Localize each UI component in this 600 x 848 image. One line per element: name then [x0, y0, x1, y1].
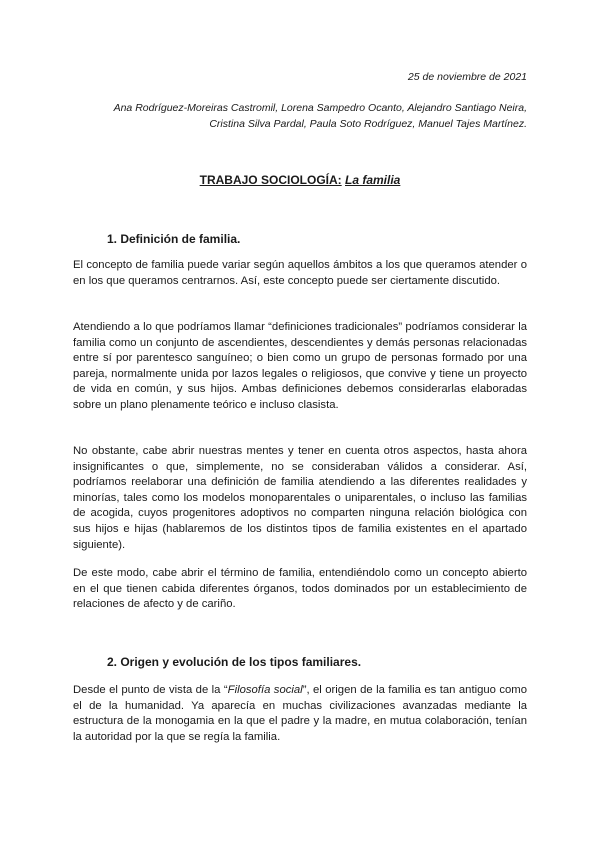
document-title: [0, 173, 600, 187]
section-1-paragraph-1: El concepto de familia puede variar según aquellos ámbitos a los que queramos atender o en los que queramos centrarnos. Así, este concepto puede ser ciertamente discutido.: [73, 259, 527, 287]
section-2-heading: 2. Origen y evolución de los tipos familiares.: [107, 655, 362, 669]
section-1-paragraph-4: De este modo, cabe abrir el término de familia, entendiéndolo como un concepto abierto en el que tienen cabida diferentes órganos, todos dominados por un establecimiento de relaciones de afecto y de cariño.: [73, 567, 527, 611]
section-2-p1-after: ”, el origen de la familia es tan antiguo como el de la humanidad. Ya aparecía en muchas civilizaciones avanzadas mediante la estructura de la monogamia en la que el padre y la madre, en mutua colaboración, tenían la autoridad por la que se regía la familia.: [73, 684, 528, 743]
document-date: 25 de noviembre de 2021: [407, 71, 527, 83]
section-2-paragraph-1: [73, 683, 527, 745]
authors-line-1: Ana Rodríguez-Moreiras Castromil, Lorena Sampedro Ocanto, Alejandro Santiago Neira,: [113, 102, 527, 114]
author-list: [57, 100, 527, 132]
section-2-p1-before: Desde el punto de vista de la “: [73, 684, 228, 696]
title-prefix: TRABAJO SOCIOLOGÍA:: [199, 173, 342, 187]
section-1-paragraph-2: Atendiendo a lo que podríamos llamar “definiciones tradicionales” podríamos considerar la familia como un conjunto de ascendientes, descendientes y demás personas relacionadas entre sí por parentesco sanguíneo; o bien como un grupo de personas formado por una pareja, normalmente unida por lazos legales o religiosos, que convive y tiene un proyecto de vida en común, y sus hijos. Ambas definiciones debemos considerarlas elaboradas sobre un plano plenamente teórico e incluso clasista.: [73, 321, 527, 411]
title-subject: La familia: [345, 173, 401, 187]
authors-line-2: Cristina Silva Pardal, Paula Soto Rodríguez, Manuel Tajes Martínez.: [209, 118, 527, 130]
section-1-heading: 1. Definición de familia.: [107, 232, 241, 246]
section-2-p1-italic: Filosofía social: [227, 684, 303, 696]
section-1-paragraph-3: No obstante, cabe abrir nuestras mentes y tener en cuenta otros aspectos, hasta ahora insignificantes o que, simplemente, no se consideraban válidos a considerar. Así, podríamos reelaborar una definición de familia atendiendo a las diferentes realidades y minorías, tales como los modelos monoparentales o uniparentales, o incluso las familias de acogida, cuyos progenitores adoptivos no comparten ninguna relación biológica con sus hijos e hijas (hablaremos de los distintos tipos de familia existentes en el apartado siguiente).: [73, 445, 527, 551]
